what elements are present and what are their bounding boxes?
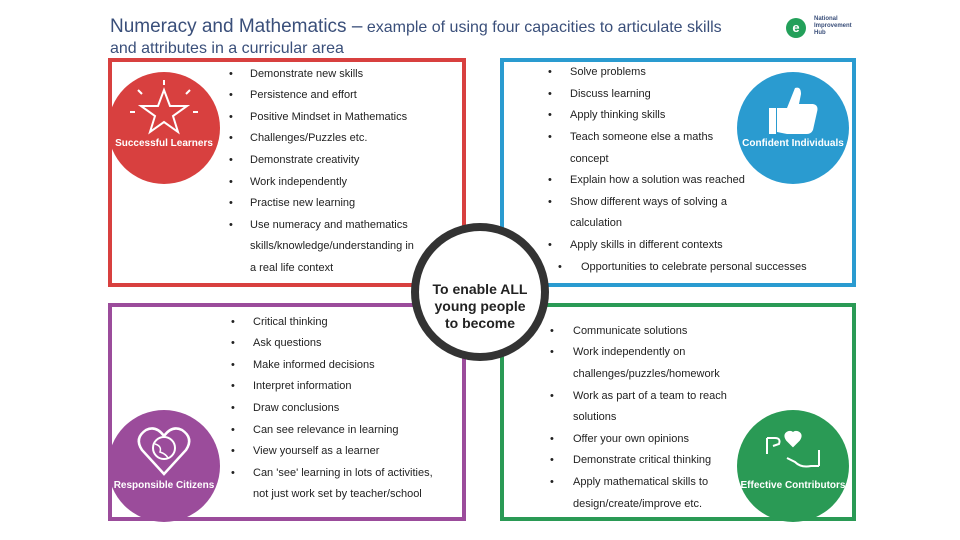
bullet-green-1: • [550,346,554,358]
blue-list-item: Solve problems [570,66,646,78]
green-list-item: challenges/puzzles/homework [573,368,720,380]
purple-list-item: Interpret information [253,380,352,392]
bullet-blue-2: • [548,109,552,121]
red-list-item: Practise new learning [250,197,356,209]
successful-learners-label: Successful Learners [115,138,213,149]
confident-individuals-badge [737,72,849,184]
blue-list-item: Opportunities to celebrate personal successes [581,261,807,273]
purple-list-item: not just work set by teacher/school [253,488,422,500]
bullet-blue-8: • [548,239,552,251]
effective-contributors-label: Effective Contributors [740,480,846,491]
bullet-blue-5: • [548,174,552,186]
bullet-green-5: • [550,433,554,445]
red-list-item: Demonstrate new skills [250,68,364,80]
national-improvement-hub-logo [786,16,856,42]
star-icon [108,72,220,184]
bullet-green-7: • [550,476,554,488]
bullet-blue-3: • [548,131,552,143]
responsible-citizens-label: Responsible Citizens [113,480,215,491]
logo-text: National Improvement Hub [814,16,852,36]
bullet-blue-1: • [548,88,552,100]
bullet-purple-3: • [231,380,235,392]
bullet-blue-9: • [558,261,562,273]
blue-list-item: calculation [570,217,622,229]
red-list-item: Demonstrate creativity [250,154,360,166]
bullet-purple-6: • [231,445,235,457]
purple-list-item: Can 'see' learning in lots of activities, [253,467,433,479]
red-list-item: Challenges/Puzzles etc. [250,132,368,144]
bullet-purple-7: • [231,467,235,479]
bullet-purple-0: • [231,316,235,328]
confident-individuals-label: Confident Individuals [742,138,844,149]
bullet-red-5: • [229,176,233,188]
bullet-red-0: • [229,68,233,80]
purple-list-item: Draw conclusions [253,402,340,414]
bullet-green-0: • [550,325,554,337]
red-list-item: Persistence and effort [250,89,357,101]
green-list-item: Apply mathematical skills to [573,476,709,488]
center-circle [411,223,549,361]
bullet-red-7: • [229,219,233,231]
page-title [110,16,722,38]
red-list-item: Work independently [250,176,348,188]
green-list-item: Offer your own opinions [573,433,689,445]
bullet-red-4: • [229,154,233,166]
green-list-item: Demonstrate critical thinking [573,454,712,466]
purple-list-item: View yourself as a learner [253,445,380,457]
bullet-blue-0: • [548,66,552,78]
responsible-citizens-badge [108,410,220,522]
bullet-red-6: • [229,197,233,209]
purple-list-item: Ask questions [253,337,322,349]
bullet-blue-6: • [548,196,552,208]
effective-contributors-badge [737,410,849,522]
bullet-red-3: • [229,132,233,144]
thumbs-up-icon [737,72,849,184]
logo-mark-icon: e [786,18,806,38]
green-list-item: solutions [573,411,617,423]
blue-list-item: Show different ways of solving a [570,196,727,208]
bullet-purple-5: • [231,424,235,436]
heart-globe-icon [108,410,220,522]
blue-list-item: concept [570,153,609,165]
bullet-red-2: • [229,111,233,123]
purple-list-item: Critical thinking [253,316,328,328]
center-text: To enable ALL young people to become [432,281,528,331]
title-sub: example of using four capacities to articulate skills [362,19,722,36]
bullet-green-3: • [550,390,554,402]
green-list-item: design/create/improve etc. [573,498,703,510]
bullet-purple-4: • [231,402,235,414]
green-list-item: Work as part of a team to reach [573,390,727,402]
title-main: Numeracy and Mathematics – [110,16,363,37]
hands-heart-icon [737,410,849,522]
red-list-item: a real life context [250,262,334,274]
blue-list-item: Apply thinking skills [570,109,666,121]
blue-list-item: Discuss learning [570,88,651,100]
page-title-line2: and attributes in a curricular area [110,40,344,57]
successful-learners-badge [108,72,220,184]
blue-list-item: Explain how a solution was reached [570,174,745,186]
red-list-item: Positive Mindset in Mathematics [250,111,408,123]
purple-list-item: Make informed decisions [253,359,375,371]
red-list-item: Use numeracy and mathematics [250,219,408,231]
bullet-red-1: • [229,89,233,101]
red-list-item: skills/knowledge/understanding in [250,240,414,252]
green-list-item: Communicate solutions [573,325,688,337]
purple-list-item: Can see relevance in learning [253,424,399,436]
bullet-green-6: • [550,454,554,466]
green-list-item: Work independently on [573,346,686,358]
bullet-purple-1: • [231,337,235,349]
bullet-purple-2: • [231,359,235,371]
blue-list-item: Teach someone else a maths [570,131,714,143]
blue-list-item: Apply skills in different contexts [570,239,723,251]
